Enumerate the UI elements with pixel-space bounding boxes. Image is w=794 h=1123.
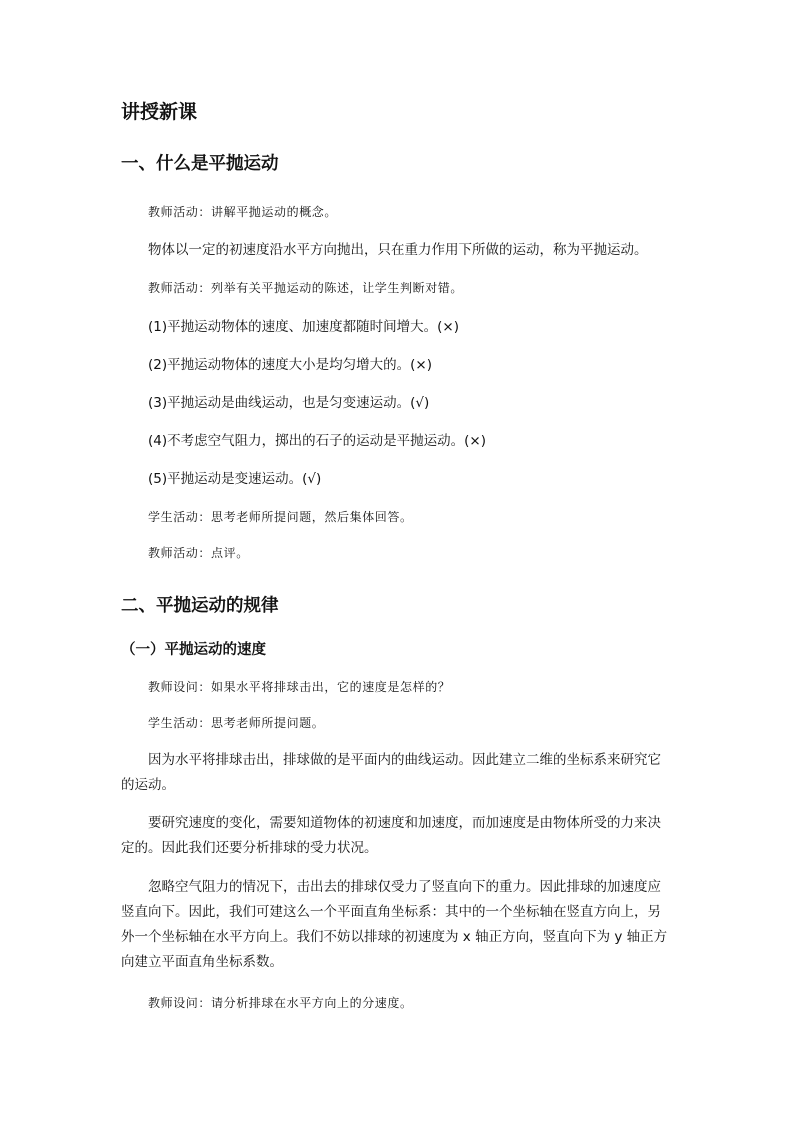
- section1-title: 一、什么是平抛运动: [121, 154, 279, 174]
- paragraph-line: 向建立平面直角坐标系数。: [121, 954, 283, 970]
- teacher-activity-1: 教师活动：讲解平抛运动的概念。: [148, 205, 338, 219]
- paragraph-line: 的运动。: [121, 777, 175, 793]
- paragraph-line: 定的。因此我们还要分析排球的受力状况。: [121, 840, 378, 856]
- paragraph-force-analysis: [121, 875, 677, 975]
- teacher-activity-2: 教师活动：列举有关平抛运动的陈述，让学生判断对错。: [148, 281, 464, 295]
- statement-3: (3)平抛运动是曲线运动，也是匀变速运动。(√): [148, 395, 430, 411]
- statement-1: (1)平抛运动物体的速度、加速度都随时间增大。(×): [148, 319, 459, 335]
- statement-5: (5)平抛运动是变速运动。(√): [148, 471, 322, 487]
- student-activity-1: 学生活动：思考老师所提问题，然后集体回答。: [148, 510, 413, 524]
- section2-title: 二、平抛运动的规律: [121, 596, 279, 616]
- paragraph-velocity-change: [121, 811, 677, 861]
- lesson-title: 讲授新课: [121, 101, 198, 123]
- student-activity-2: 学生活动：思考老师所提问题。: [148, 716, 325, 730]
- teacher-question-1: 教师设问：如果水平将排球击出，它的速度是怎样的？: [148, 680, 451, 694]
- statement-2: (2)平抛运动物体的速度大小是均匀增大的。(×): [148, 357, 432, 373]
- paragraph-line: 要研究速度的变化，需要知道物体的初速度和加速度，而加速度是由物体所受的力来决: [148, 815, 661, 831]
- definition-text: 物体以一定的初速度沿水平方向抛出，只在重力作用下所做的运动，称为平抛运动。: [148, 242, 648, 258]
- paragraph-line: 竖直向下。因此，我们可建这么一个平面直角坐标系：其中的一个坐标轴在竖直方向上，另: [121, 904, 661, 920]
- statement-4: (4)不考虑空气阻力，掷出的石子的运动是平抛运动。(×): [148, 433, 486, 449]
- paragraph-line: 忽略空气阻力的情况下，击出去的排球仅受力了竖直向下的重力。因此排球的加速度应: [148, 879, 661, 895]
- teacher-question-2: 教师设问：请分析排球在水平方向上的分速度。: [148, 996, 413, 1010]
- paragraph-line: 因为水平将排球击出，排球做的是平面内的曲线运动。因此建立二维的坐标系来研究它: [148, 752, 661, 768]
- paragraph-line: 外一个坐标轴在水平方向上。我们不妨以排球的初速度为 x 轴正方向，竖直向下为 y 轴正方: [121, 929, 668, 945]
- subsection-title: （一）平抛运动的速度: [121, 642, 266, 658]
- paragraph-coordinate-system: [121, 748, 677, 798]
- teacher-activity-3: 教师活动：点评。: [148, 546, 249, 560]
